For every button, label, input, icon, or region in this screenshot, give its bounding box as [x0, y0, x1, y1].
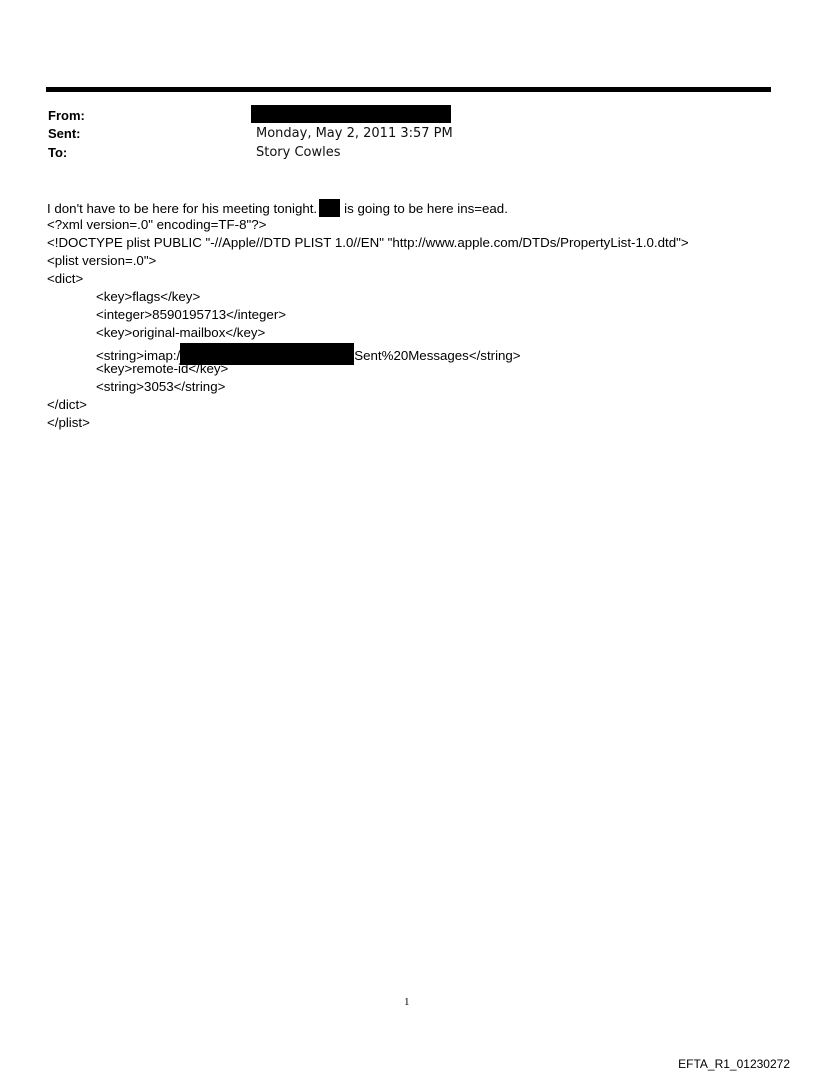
- key-flags: <key>flags</key>: [96, 289, 201, 304]
- name-redaction: [319, 199, 340, 217]
- string-imap-end: Sent%20Messages</string>: [354, 348, 521, 363]
- string-imap-start: <string>imap:/: [96, 348, 181, 363]
- header-rule: [46, 87, 771, 92]
- bates-number: EFTA_R1_01230272: [678, 1057, 790, 1071]
- sent-label: Sent:: [48, 126, 81, 141]
- plist-open: <plist version=.0">: [47, 253, 157, 268]
- sent-value: Monday, May 2, 2011 3:57 PM: [256, 126, 453, 141]
- body-line-1: [47, 199, 508, 217]
- from-label: From:: [48, 108, 85, 123]
- string-remote-id: <string>3053</string>: [96, 379, 226, 394]
- to-label: To:: [48, 145, 68, 160]
- key-remote-id: <key>remote-id</key>: [96, 361, 229, 376]
- key-original-mailbox: <key>original-mailbox</key>: [96, 325, 266, 340]
- from-redaction: [251, 105, 451, 123]
- plist-close: </plist>: [47, 415, 90, 430]
- body-line-1-start: I don't have to be here for his meeting tonight.: [47, 201, 318, 216]
- integer-flags: <integer>8590195713</integer>: [96, 307, 287, 322]
- to-value: Story Cowles: [256, 145, 341, 160]
- doctype-line: <!DOCTYPE plist PUBLIC "-//Apple//DTD PLIST 1.0//EN" "http://www.apple.com/DTDs/PropertyList-1.0.dtd">: [47, 235, 689, 250]
- body-line-1-end: is going to be here ins=ead.: [344, 201, 508, 216]
- dict-open: <dict>: [47, 271, 84, 286]
- dict-close: </dict>: [47, 397, 87, 412]
- xml-declaration: <?xml version=.0" encoding=TF-8"?>: [47, 217, 267, 232]
- page-number: 1: [404, 996, 410, 1008]
